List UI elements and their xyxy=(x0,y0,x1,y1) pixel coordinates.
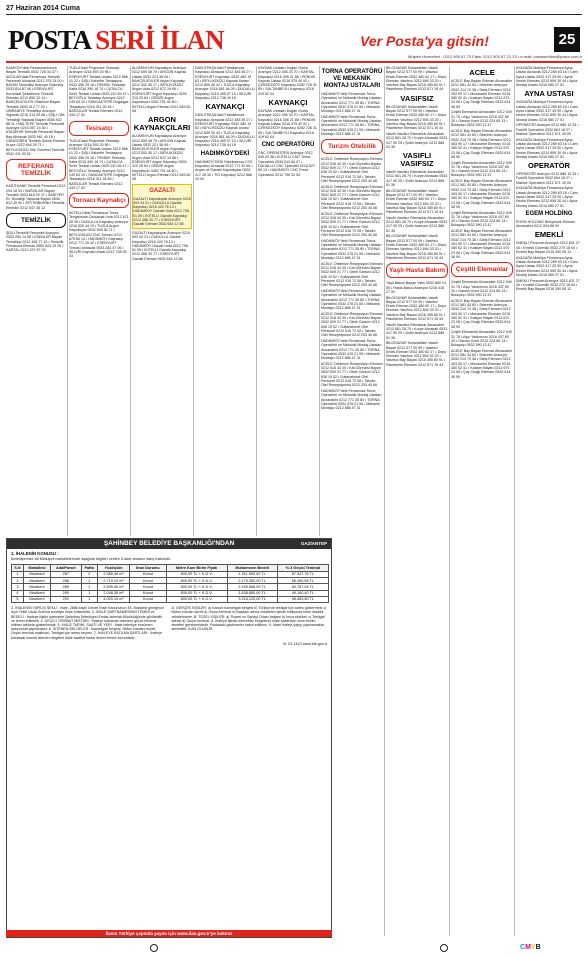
classified-text: Çeşitli Elemanlar Alınacaktır 0212 549 31 76 • Aşçı Yardımcısı 0216 437 80 25 • Garson Komi 0212 224 65 13 • Bulaşıkçı 0532 590 12 47 xyxy=(451,330,512,348)
classified-text: ACELE Otelimize Resepsiyon Elemanı 0212 518 44 30 • Kat Görevlisi Bayan 0532 609 21 77 • Otele Garson 0212 638 19 52 • Sultanahmet Otel Personel 0212 516 72 08 • Taksim Otel Resepsiyonist 0212 253 40 66 xyxy=(321,184,383,211)
notice-title-bar xyxy=(7,539,331,549)
cmyb-letter: B xyxy=(535,944,541,951)
table-cell: Konut xyxy=(130,571,166,577)
notice-section-title: 1. İHALENİN KONUSU : xyxy=(11,551,59,556)
page-header xyxy=(0,0,588,58)
table-cell: 2 xyxy=(81,571,97,577)
notice-city: GAZİANTEP xyxy=(300,541,327,546)
classified-text: HADIMKÖY'deki Firmamıza Torna Operatörü ve Mekanik Montaj Ustaları Alınacaktır 0212 771 35 80 • TORNA Operatörü 0532 478 21 06 • Mekanik Montajcı 0212 886 47 31 xyxy=(321,338,382,361)
classified-text: ŞİŞLİ Temizlik Personeli Aranıyor 0532 260 14 58 • ESENLER Bayan Temizlikçi 0212 438 77 19 • Temizlik Firmasına Eleman 0569 524 10 25 • KARTAL 0212 297 87 03 xyxy=(6,231,64,253)
table-cell: Konut xyxy=(130,584,166,590)
column-divider xyxy=(193,66,194,536)
section-heading-torna-operatoru: TORNA OPERATÖRÜ VE MEKANİK MONTAJ USTALARI xyxy=(321,69,383,89)
issue-date: 27 Haziran 2014 Cuma xyxy=(6,5,80,12)
classified-text: OPERATÖR Aranıyor 0212 886 10 33 • Forklift Operatörü 0532 604 18 27 • Makine Operatörü 0212 671 49 05 xyxy=(516,123,579,136)
table-header-cell: Ada/Parsel xyxy=(50,565,81,571)
table-cell: 2.719,19 m² xyxy=(97,577,130,583)
classified-text: ACELE Otelimize Resepsiyon Elemanı 0212 518 44 30 • Kat Görevlisi Bayan 0532 609 21 77 • Otele Garson 0212 638 19 52 • Sultanahmet Otel Personel 0212 516 72 08 • Taksim Otel Resepsiyonist 0212 253 40 66 xyxy=(321,261,383,288)
cmyb-letter: Y xyxy=(530,944,536,951)
classified-text: HADIMKÖY'deki Firmamıza Torna Operatörü ve Mekanik Montaj Ustaları Alınacaktır 0212 771 35 80 • TORNA Operatörü 0532 478 21 06 • Mekanik Montajcı 0212 886 47 31 xyxy=(321,238,382,261)
classified-text: BİLGİSAYAR Kullanabilen Vasıflı Bayan 0212 577 00 99 • Vasıfsız Erkek Eleman 0532 480 62 17 • Depo Elemanı Vasıfsız 0212 694 33 20 • Vasıfsız Bay Bayan 0216 455 80 91 • Paketleme Elemanı 0212 671 19 44 xyxy=(386,295,447,322)
table-cell: Mavikent xyxy=(23,596,50,602)
table-header-cell: Muhammen Bedeli xyxy=(227,565,277,571)
classified-text: ACELE Bay Bayan Eleman Alınacaktır 0212 581 44 60 • Sekreter Aranıyor 0532 214 70 38 • Satış Elemanı 0212 453 90 17 • Muhasebe Elemanı 0216 380 52 41 • Kasiyer Bayan 0212 670 23 08 • Çay Ocağı Elemanı 0533 614 48 90 xyxy=(451,348,513,379)
classified-text: GAZALTI Kaynakçılar Aranıyor 0216 593 44 21 • DUDULLU Gazaltı Kaynakçı 0216 420 76 13 • HADIMKÖY Gazaltı Usta 0212 798 51 09 • İKİTELLİ Gazaltı Kaynakçı 0212 486 30 77 • ESENYURT Gazaltı Eleman 0532 644 12 58 xyxy=(132,231,190,261)
table-cell: 800,00 TL + K.D.V. xyxy=(166,590,227,596)
classified-text: DAVUTPAŞA'daki Fabrikamıza Kaynakçı Alınacak 0212 483 55 27 • ESENYURT Kaynakçı 0532 480 19 63 • BEYLİKDÜZÜ Kaynak Ustası 0212 855 30 42 • TUZLA Kaynakçı Aranıyor 0216 581 46 29 • DUDULLU Kaynakçı 0216 499 07 13 • SİLİVRİ Kaynakçı 0212 736 44 18 xyxy=(195,66,255,101)
classified-text: BİLGİSAYAR Kullanabilen Vasıflı Bayan 0212 577 00 99 • Vasıfsız Erkek Eleman 0532 480 62 17 • Depo Elemanı Vasıfsız 0212 694 33 20 • Vasıfsız Bay Bayan 0216 455 80 91 • Paketleme Elemanı 0212 671 19 44 xyxy=(386,188,447,215)
table-header-cell: S.N xyxy=(12,565,24,571)
classified-text: İKİTELLİ'deki Firmamıza Torna Tezgahında Çalışacak Usta 0212 671 28 35 • DUDULLU Kaynakçı Aranıyor 0216 526 44 19 • TUZLA Argon Kaynakçısı 0532 508 36 71 • BEYLİKDÜZÜ CNC Tornacı 0212 875 60 14 • HADIMKÖY Kaynakçı 0212 771 39 42 • ESENYURT Tornacı Alınacak 0533 281 47 06 • SİLİVRİ Kaynak Ustası 0212 728 05 33 xyxy=(69,211,129,259)
table-cell: 800,00 TL + K.D.V. xyxy=(166,584,227,590)
classified-text: ACELE Bay Bayan Eleman Alınacaktır 0212 581 44 60 • Sekreter Aranıyor 0532 214 70 38 • Satış Elemanı 0212 453 90 17 • Muhasebe Elemanı 0216 380 52 41 • Kasiyer Bayan 0212 670 23 08 • Çay Ocağı Elemanı 0533 614 48 90 xyxy=(451,229,513,259)
table-cell: 800,00 TL + K.D.V. xyxy=(166,596,227,602)
classified-text: Yaşlı Bakım Bayan Yatılı 0532 680 14 55 • Hasta Bakıcı Aranıyor 0216 418 27 90 xyxy=(386,281,446,294)
section-heading-tornaci-kaynakci: Tornacı Kaynakçı xyxy=(69,193,129,208)
section-heading-yasli-hasta-bakim: Yaşlı-Hasta Bakım xyxy=(386,263,448,278)
column-5 xyxy=(258,66,318,534)
table-cell: 2.699,46 m² xyxy=(97,584,130,590)
classified-text: Vasıflı Vasıfsız Elemanlar Alınacaktır 0212 651 28 70 • Kurye Alınacak 0533 417 90 25 • Şoför Aranıyor 0212 886 51 36 xyxy=(386,131,448,149)
classified-text: KADIKÖY'deki Restaurantımıza Bayan Temizlik 0532 728 34 37 • AVCILAR'daki Firmamıza Temizlik Personeli Alınacak 0212 576 24 00 • BAYAN Temizlikçi Aranıyor Bakırköy 0533 814 67 06 • ESENYURT Kurumsal Şirketimize Temizlik Elemanı 0212 850 32 14 • BAHÇELİEVLER Ofisimize Bayan Temizlik 0530 412 77 20 • ÜMRANİYE Temizlikçi Aranıyor Sigortalı 0216 314 09 66 • ŞİŞLİ Ofis Temizliği Yapacak Bayan 0536 402 88 11 • MALTEPE Temizlik Personeli Aranıyor 0216 457 23 30 • ATAŞEHİR Temizlik Personeli Bayan Bay Alınacak 0533 961 40 18 • GÜNGÖREN Temizlik Şirketi Eleman Arıyor 0212 644 28 71 • BEYLİKDÜZÜ Site Yönetimi Temizlik 0532 411 90 52 xyxy=(6,66,66,156)
classified-text: ALÜMİNYUM Kaynakçısı Aranıyor 0212 659 48 70 • ARGON Kaynak Ustası 0532 221 36 94 • BAHÇELİEVLER Argon Kaynakçı 0212 552 30 17 • BEYLİKDÜZÜ Argon Usta 0212 872 19 66 • ESENYURT Argon Kaynakçı 0533 310 25 84 • GEBZE Argon Kaynakçısı 0262 751 44 80 • İKİTELLİ Argon Eleman 0212 549 62 08 xyxy=(132,66,191,113)
table-cell: 1 xyxy=(81,577,97,583)
classified-text: BİLGİSAYAR Kullanabilen Vasıflı Bayan 0212 577 00 99 • Vasıfsız Erkek Eleman 0532 480 62 17 • Depo Elemanı Vasıfsız 0212 694 33 20 • Vasıfsız Bay Bayan 0216 455 80 91 • Paketleme Elemanı 0212 671 19 44 xyxy=(386,104,447,131)
table-cell: 2 xyxy=(12,577,24,583)
table-header-cell: İmar Durumu xyxy=(130,565,166,571)
classified-text: Çeşitli Elemanlar Alınacaktır 0212 549 31 76 • Aşçı Yardımcısı 0216 437 80 25 • Garson Komi 0212 224 65 13 • Bulaşıkçı 0532 590 12 47 xyxy=(451,160,512,178)
column-7 xyxy=(386,66,448,936)
table-cell: 64.787,04 TL xyxy=(277,584,328,590)
classified-text: EGEM HOLDİNG Bünyesine Eleman Alınacaktır 0212 504 88 00 xyxy=(516,219,575,229)
table-cell: 65.260,56 TL xyxy=(277,577,328,583)
table-header-cell: Pafta xyxy=(81,565,97,571)
notice-right-text: A. GERÇEK KİŞİLER: a) Kanuni ikametgah belgesi b) Türkiye'de tebligat için adres göstermesi c) Nüfus cüzdan sureti d) Geçici teminat e) Başkası adına vekaleten iştirak ediliyorsa noter tasdikli vekaletname. B. TÜZEL KİŞİLER: a) Ticaret ve Sanayi Odası belgesi b) İmza sirküleri c) Tebligat adresi d) Geçici teminat. 8. İhaleye iştirak edecekler belgelerini ihale saatinden önce teslim etmeleri gerekmektedir. Postadaki gecikmeler kabul edilmez. 9. İdare ihaleyi yapıp yapmamakta serbesttir. İLAN OLUNUR. xyxy=(171,606,327,632)
notice-footer: İlanın Türkiye çapında yayını için www.ilan.gov.tr'ye bakınız xyxy=(6,930,332,937)
table-cell: 49.160,40 TL xyxy=(277,590,328,596)
classified-text: ACELE Bay Bayan Eleman Alınacaktır 0212 581 44 60 • Sekreter Aranıyor 0532 214 70 38 • Satış Elemanı 0212 453 90 17 • Muhasebe Elemanı 0216 380 52 41 • Kasiyer Bayan 0212 670 23 08 • Çay Ocağı Elemanı 0533 614 48 90 xyxy=(451,179,513,209)
municipal-notice xyxy=(6,538,332,938)
section-heading-vasifsiz: VASIFSIZ xyxy=(400,93,434,103)
table-cell: 290 xyxy=(50,590,81,596)
classified-text: Çeşitli Elemanlar Alınacaktır 0212 549 31 76 • Aşçı Yardımcısı 0216 437 80 25 • Garson Komi 0212 224 65 13 • Bulaşıkçı 0532 590 12 47 xyxy=(451,210,512,228)
section-heading-vasifli-vasifsiz: VASIFLI VASIFSIZ xyxy=(400,151,434,169)
classified-text: HADIMKÖY'deki Firmamıza Torna Operatörü ve Mekanik Montaj Ustaları Alınacaktır 0212 771 35 80 • TORNA Operatörü 0532 478 21 06 • Mekanik Montajcı 0212 886 47 31 xyxy=(321,288,382,311)
table-cell: Mavikent xyxy=(23,590,50,596)
table-header-cell: Mahallesi xyxy=(23,565,50,571)
slogan: Ver Posta'ya gitsin! xyxy=(360,33,489,49)
column-divider xyxy=(514,66,515,936)
cmyb-letter: C xyxy=(520,944,526,951)
table-body xyxy=(12,571,329,602)
section-heading-emekli: EMEKLİ xyxy=(534,230,564,240)
section-heading-acele: ACELE xyxy=(469,68,495,77)
classified-text: ACELE Otelimize Resepsiyon Elemanı 0212 518 44 30 • Kat Görevlisi Bayan 0532 609 21 77 • Otele Garson 0212 638 19 52 • Sultanahmet Otel Personel 0212 516 72 08 • Taksim Otel Resepsiyonist 0212 253 40 66 xyxy=(321,361,383,388)
table-cell: 800,00 TL + K.D.V. xyxy=(166,577,227,583)
registration-mark xyxy=(440,944,448,952)
table-cell: 288 xyxy=(50,577,81,583)
classified-text: Vasıflı Vasıfsız Elemanlar Alınacaktır 0212 651 28 70 • Kurye Alınacak 0533 417 90 25 • Şoför Aranıyor 0212 886 51 36 xyxy=(386,322,448,340)
cmyb-mark xyxy=(520,944,541,951)
notice-body xyxy=(7,605,331,641)
notice-intro: Belediyemize ait Mülkiyeti mahallelerinde aşağıda bilgileri verilen 5 adet arsanın satış ihalesidir. xyxy=(11,557,172,561)
table-cell: 1 xyxy=(81,584,97,590)
registration-mark xyxy=(150,944,158,952)
section-heading-argon: ARGON KAYNAKÇILARI xyxy=(133,115,191,133)
classified-text: CNC OPERATÖRÜ Aranıyor 0212 549 20 38 • İKİTELLİ CNC Torna Operatörü 0533 612 84 07 • DUDULLU CNC Operatör 0216 527 69 13 • HADIMKÖY CNC Freze Operatörü 0212 798 32 54 xyxy=(258,151,315,177)
classified-text: ACELE Otelimize Resepsiyon Elemanı 0212 518 44 30 • Kat Görevlisi Bayan 0532 609 21 77 • Otele Garson 0212 638 19 52 • Sultanahmet Otel Personel 0212 516 72 08 • Taksim Otel Resepsiyonist 0212 253 40 66 xyxy=(321,211,383,238)
column-8 xyxy=(451,66,513,936)
column-9 xyxy=(516,66,582,936)
section-heading-egem-holding: EGEM HOLDİNG xyxy=(525,210,573,217)
notice-left-text: 2. İHALENİN YAPILIŞ ŞEKLİ : İhale, 2886 sayılı Devlet İhale Kanununun 45. Maddesi gereğince Açık Teklif Usulü Artırma suretiyle ihale edilecektir. 3. İHALE ŞARTNAMESİNİN TEMİNİ ve BEDELİ : İhaleye ilişkin şartname Şahinbey Belediyesi Emlak İstimlak Müdürlüğünde görülebilir ve temin edilebilir. 4. GEÇİCİ TEMİNAT MİKTARI : İhaleye katılacak olanların geçici teminat miktarı tabloda gösterilmiştir. 5. İHALE TARİHİ, SAATİ VE YERİ : İhale belediye encümen salonunda yapılacaktır. 6. İSTENEN BELGELER : İkametgah belgesi, Nüfus cüzdanı sureti, Geçici teminat makbuzu, Tebligat için adres beyanı. 7. İHALEYE KATILMA ŞARTLARI : İhaleye katılacak olanlar istenen belgeleri ihale saatine kadar teslim etmek zorundadır. xyxy=(11,606,164,640)
classified-text: ALÜMİNYUM Kaynakçısı Aranıyor 0212 659 48 70 • ARGON Kaynak Ustası 0532 221 36 94 • BAHÇELİEVLER Argon Kaynakçı 0212 552 30 17 • BEYLİKDÜZÜ Argon Usta 0212 872 19 66 • ESENYURT Argon Kaynakçı 0533 310 25 84 • GEBZE Argon Kaynakçısı 0262 751 44 80 • İKİTELLİ Argon Eleman 0212 549 62 08 xyxy=(132,134,191,182)
table-cell: 1 xyxy=(81,590,97,596)
table-cell: 289 xyxy=(50,584,81,590)
classified-text: AYAZAĞA Mobilya Firmamıza Ayna Ustası Alınacak 0212 289 63 18 • Cam Ayna Ustası 0532 417 25 90 • Ayna Kesim Elemanı 0212 659 30 44 • Ayna Montaj Ustası 0216 580 27 51 xyxy=(516,100,578,122)
table-cell: 4.020,15 m² xyxy=(97,596,130,602)
cmyb-letter: M xyxy=(525,944,531,951)
classified-text: TUZLA'daki Projemize Tesisatçı Aranıyor 0216 593 20 95 • ESENYURT Tesisat Ustası 0212 886 41 22 • ŞİŞLİ Kalorifer Tesisatçısı 0532 456 29 18 • PENDİK Tesisatçı Kalfa 0216 390 18 74 • ÇATALCA Sıhhi Tesisat Ustası 0533 210 55 47 • BEYOĞLU Tesisatçı Aranıyor 0212 249 63 10 • SANCAKTEPE Doğalgaz Tesisatçısı 0216 311 28 46 • BAĞCILAR Tesisat Elemanı 0212 434 17 52 xyxy=(69,138,129,190)
column-divider xyxy=(130,66,131,536)
classified-text: BİLGİSAYAR Kullanabilen Vasıflı Bayan 0212 577 00 99 • Vasıfsız Erkek Eleman 0532 480 62 17 • Depo Elemanı Vasıfsız 0212 694 33 20 • Vasıfsız Bay Bayan 0216 455 80 91 • Paketleme Elemanı 0212 671 19 44 xyxy=(386,66,447,92)
section-heading-cesitli-elemanlar: Çeşitli Elemanlar xyxy=(451,262,513,277)
table-cell: 3 xyxy=(12,584,24,590)
classified-text: BİLGİSAYAR Kullanabilen Vasıflı Bayan 0212 577 00 99 • Vasıfsız Erkek Eleman 0532 480 62 17 • Depo Elemanı Vasıfsız 0212 694 33 20 • Vasıfsız Bay Bayan 0216 455 80 91 • Paketleme Elemanı 0212 671 19 44 xyxy=(386,341,447,367)
section-heading-turizm-otelcilik: Turizm Otelcilik xyxy=(321,139,383,154)
notice-title: ŞAHİNBEY BELEDİYE BAŞKANLIĞI'NDAN xyxy=(103,540,235,547)
classified-text: ACELE Bay Bayan Eleman Alınacaktır 0212 581 44 60 • Sekreter Aranıyor 0532 214 70 38 • Satış Elemanı 0212 453 90 17 • Muhasebe Elemanı 0216 380 52 41 • Kasiyer Bayan 0212 670 23 08 • Çay Ocağı Elemanı 0533 614 48 90 xyxy=(451,298,513,329)
brand-logo xyxy=(8,27,224,54)
section-heading-kaynakci: KAYNAKÇI xyxy=(205,102,245,112)
section-heading-tesisatci: Tesisatçı xyxy=(69,121,129,136)
parcel-table xyxy=(11,564,329,603)
classified-text: GAZALTI Kaynakçılar Aranıyor 0216 593 44 21 • DUDULLU Gazaltı Kaynakçı 0216 420 76 13 • HADIMKÖY Gazaltı Usta 0212 798 51 09 • İKİTELLİ Gazaltı Kaynakçı 0212 486 30 77 • ESENYURT Gazaltı Eleman 0532 644 12 58 xyxy=(133,196,191,227)
column-1 xyxy=(6,66,66,534)
classified-text: DAVUTPAŞA'daki Fabrikamıza Kaynakçı Alınacak 0212 483 55 27 • ESENYURT Kaynakçı 0532 480 19 63 • BEYLİKDÜZÜ Kaynak Ustası 0212 855 30 42 • TUZLA Kaynakçı Aranıyor 0216 581 46 29 • DUDULLU Kaynakçı 0216 499 07 13 • SİLİVRİ Kaynakçı 0212 736 44 18 xyxy=(195,113,255,148)
section-heading-ayna-ustasi: AYNA USTASI xyxy=(524,89,574,99)
section-heading-hadimkoy: HADIMKÖY'DEKİ xyxy=(200,150,250,157)
classified-text: ACELE Bay Bayan Eleman Alınacaktır 0212 581 44 60 • Sekreter Aranıyor 0532 214 70 38 • Satış Elemanı 0212 453 90 17 • Muhasebe Elemanı 0216 380 52 41 • Kasiyer Bayan 0212 670 23 08 • Çay Ocağı Elemanı 0533 614 48 90 xyxy=(451,79,513,109)
column-divider xyxy=(384,66,385,936)
brand-name-posta: POSTA xyxy=(8,25,90,55)
classified-text: HADIMKÖY'deki Firmamıza Torna Operatörü ve Mekanik Montaj Ustaları Alınacaktır 0212 771 35 80 • TORNA Operatörü 0532 478 21 06 • Mekanik Montajcı 0212 886 47 31 xyxy=(321,92,382,114)
table-cell: 291 xyxy=(50,596,81,602)
notice-code: B: 03 1410 www.bik.gov.tr xyxy=(283,641,327,646)
classified-text: ACELE Bay Bayan Eleman Alınacaktır 0212 581 44 60 • Sekreter Aranıyor 0532 214 70 38 • Satış Elemanı 0212 453 90 17 • Muhasebe Elemanı 0216 380 52 41 • Kasiyer Bayan 0212 670 23 08 • Çay Ocağı Elemanı 0533 614 48 90 xyxy=(451,129,513,159)
table-header-cell: Metre Kare Birim Fiyatı xyxy=(166,565,227,571)
table-cell: Konut xyxy=(130,577,166,583)
classified-text: KAYNAK Ustaları Doğan Grubu Aranıyor 0212 456 33 70 • KARTAL Kaynakçı 0216 306 21 88 • PENDİK Kaynak Ustası 0216 375 40 92 • ÇERKEZKÖY Kaynakçı 0282 726 31 55 • SULTANBEYLİ Kaynakçı 0216 419 62 04 xyxy=(258,66,317,96)
table-header-cell: Yüzölçüm xyxy=(97,565,130,571)
column-3 xyxy=(132,66,192,534)
classified-text: EMEKLİ Personel Aranıyor 0212 631 27 40 • Emekli Güvenlik 0532 270 18 64 • Emekli Bay Bayan 0216 390 55 12 xyxy=(516,241,580,255)
page-number: 25 xyxy=(554,27,580,52)
table-cell: 57.347,76 TL xyxy=(277,571,328,577)
table-cell: Mavikent xyxy=(23,577,50,583)
table-row xyxy=(12,596,329,602)
column-divider xyxy=(449,66,450,936)
table-cell: 2.175.352,00 TL xyxy=(227,577,277,583)
column-divider xyxy=(256,66,257,536)
header-red-line xyxy=(6,61,582,63)
table-cell: 2.159.568,00 TL xyxy=(227,584,277,590)
section-heading-kaynakci: KAYNAKÇI xyxy=(268,98,308,108)
table-cell: 1 xyxy=(12,571,24,577)
contact-line: Müşteri Hizmetleri : 0212 505 67 73 Faks: 0212 505 67 21-23 • e-mail: postaseriilan@posta.com.tr xyxy=(408,54,582,59)
column-divider xyxy=(319,66,320,536)
table-cell: 96.483,60 TL xyxy=(277,596,328,602)
section-heading-cnc-operatoru: CNC OPERATÖRÜ xyxy=(261,142,315,149)
classified-text: AYAZAĞA Mobilya Firmamıza Ayna Ustası Alınacak 0212 289 63 18 • Cam Ayna Ustası 0532 417 25 90 • Ayna Kesim Elemanı 0212 659 30 44 • Ayna Montaj Ustası 0216 580 27 51 xyxy=(516,137,578,159)
classified-text: AYAZAĞA Mobilya Firmamıza Ayna Ustası Alınacak 0212 289 63 18 • Cam Ayna Ustası 0532 417 25 90 • Ayna Kesim Elemanı 0212 659 30 44 • Ayna Montaj Ustası 0216 580 27 51 xyxy=(516,186,578,208)
classified-text: Çeşitli Elemanlar Alınacaktır 0212 549 31 76 • Aşçı Yardımcısı 0216 437 80 25 • Garson Komi 0212 224 65 13 • Bulaşıkçı 0532 590 12 47 xyxy=(451,110,512,128)
table-cell: Konut xyxy=(130,590,166,596)
column-2 xyxy=(69,66,129,534)
classified-text: Vasıflı Vasıfsız Elemanlar Alınacaktır 0212 651 28 70 • Kurye Alınacak 0533 417 90 25 • Şoför Aranıyor 0212 886 51 36 xyxy=(386,170,448,188)
table-cell: Mavikent xyxy=(23,571,50,577)
classified-text: Vasıflı Vasıfsız Elemanlar Alınacaktır 0212 651 28 70 • Kurye Alınacak 0533 417 90 25 • Şoför Aranıyor 0212 886 51 36 xyxy=(386,215,448,233)
table-header-cell: % 3 Geçici Teminat xyxy=(277,565,328,571)
classified-text: AYAZAĞA Mobilya Firmamıza Ayna Ustası Alınacak 0212 289 63 18 • Cam Ayna Ustası 0532 417 25 90 • Ayna Kesim Elemanı 0212 659 30 44 • Ayna Montaj Ustası 0216 580 27 51 xyxy=(516,255,578,277)
table-cell: 1.911.592,00 TL xyxy=(227,571,277,577)
classified-text: OPERATÖR Aranıyor 0212 886 10 33 • Forklift Operatörü 0532 604 18 27 • Makine Operatörü 0212 671 49 05 xyxy=(516,172,579,185)
table-cell: 2.048,35 m² xyxy=(97,590,130,596)
table-cell: 5 xyxy=(12,596,24,602)
classified-text: ACELE Otelimize Resepsiyon Elemanı 0212 518 44 30 • Kat Görevlisi Bayan 0532 609 21 77 • Otele Garson 0212 638 19 52 • Sultanahmet Otel Personel 0212 516 72 08 • Taksim Otel Resepsiyonist 0212 253 40 66 xyxy=(321,157,383,183)
classified-text: AYAZAĞA Mobilya Firmamıza Ayna Ustası Alınacak 0212 289 63 18 • Cam Ayna Ustası 0532 417 25 90 • Ayna Kesim Elemanı 0212 659 30 44 • Ayna Montaj Ustası 0216 580 27 51 xyxy=(516,66,578,88)
table-cell: Konut xyxy=(130,596,166,602)
classified-text: BİLGİSAYAR Kullanabilen Vasıflı Bayan 0212 577 00 99 • Vasıfsız Erkek Eleman 0532 480 62 17 • Depo Elemanı Vasıfsız 0212 694 33 20 • Vasıfsız Bay Bayan 0216 455 80 91 • Paketleme Elemanı 0212 671 19 44 xyxy=(386,234,447,260)
classified-text: ACELE Otelimize Resepsiyon Elemanı 0212 518 44 30 • Kat Görevlisi Bayan 0532 609 21 77 • Otele Garson 0212 638 19 52 • Sultanahmet Otel Personel 0212 516 72 08 • Taksim Otel Resepsiyonist 0212 253 40 66 xyxy=(321,311,383,338)
section-heading-gazalti: GAZALTI xyxy=(149,187,175,194)
table-cell: Mavikent xyxy=(23,584,50,590)
table-cell: 287 xyxy=(50,571,81,577)
highlighted-ad xyxy=(132,184,192,229)
column-4 xyxy=(195,66,255,534)
section-heading-operator: OPERATÖR xyxy=(528,161,570,171)
column-divider xyxy=(67,66,68,536)
brand-name-seri-ilan: SERİ İLAN xyxy=(95,25,224,55)
classified-text: KAĞITHANE Temizlik Personeli 0212 294 18 33 • BAĞCILAR Bayan Temizlik 0533 618 20 47 • SARIYER Ev Temizliği Yapacak Bayan 0536 812 45 90 • ZEYTİNBURNU Temizlik Elemanı 0212 547 36 12 xyxy=(6,184,66,210)
table-cell: 4 xyxy=(12,590,24,596)
table-cell: 3.216.120,00 TL xyxy=(227,596,277,602)
header-rule xyxy=(6,14,582,15)
classified-text: EMEKLİ Personel Aranıyor 0212 631 27 40 • Emekli Güvenlik 0532 270 18 64 • Emekli Bay Bayan 0216 390 55 12 xyxy=(516,278,580,292)
classified-text: KAYNAK Ustaları Doğan Grubu Aranıyor 0212 456 33 70 • KARTAL Kaynakçı 0216 306 21 88 • PENDİK Kaynak Ustası 0216 375 40 92 • ÇERKEZKÖY Kaynakçı 0282 726 31 55 • SULTANBEYLİ Kaynakçı 0216 419 62 04 xyxy=(258,109,317,139)
classified-text: HADIMKÖY'DEKİ Fabrikamıza CO2 Kaynakçı Alınacak 0212 771 40 65 • Argon ve Gazaltı Kaynakçılar 0532 417 28 30 • TIG Kaynakçı 0212 886 19 54 xyxy=(195,159,253,181)
section-heading-temizlik: TEMİZLİK xyxy=(6,213,66,228)
classified-text: TUZLA'daki Projemize Tesisatçı Aranıyor 0216 593 20 95 • ESENYURT Tesisat Ustası 0212 886 41 22 • ŞİŞLİ Kalorifer Tesisatçısı 0532 456 29 18 • PENDİK Tesisatçı Kalfa 0216 390 18 74 • ÇATALCA Sıhhi Tesisat Ustası 0533 210 55 47 • BEYOĞLU Tesisatçı Aranıyor 0212 249 63 10 • SANCAKTEPE Doğalgaz Tesisatçısı 0216 311 28 46 • BAĞCILAR Tesisat Elemanı 0212 434 17 52 xyxy=(69,66,129,118)
table-cell: 800,00 TL + K.D.V. xyxy=(166,571,227,577)
classified-text: Çeşitli Elemanlar Alınacaktır 0212 549 31 76 • Aşçı Yardımcısı 0216 437 80 25 • Garson Komi 0212 224 65 13 • Bulaşıkçı 0532 590 12 47 xyxy=(451,280,512,298)
table-cell: 1.638.680,00 TL xyxy=(227,590,277,596)
classified-text: HADIMKÖY'deki Firmamıza Torna Operatörü ve Mekanik Montaj Ustaları Alınacaktır 0212 771 35 80 • TORNA Operatörü 0532 478 21 06 • Mekanik Montajcı 0212 886 47 31 xyxy=(321,389,382,411)
classified-text: HADIMKÖY'deki Firmamıza Torna Operatörü ve Mekanik Montaj Ustaları Alınacaktır 0212 771 35 80 • TORNA Operatörü 0532 478 21 06 • Mekanik Montajcı 0212 886 47 31 xyxy=(321,114,382,137)
table-cell: 2.389,49 m² xyxy=(97,571,130,577)
section-heading-referans-temizlik: REFERANS TEMİZLİK xyxy=(6,159,66,181)
table-cell: 1 xyxy=(81,596,97,602)
